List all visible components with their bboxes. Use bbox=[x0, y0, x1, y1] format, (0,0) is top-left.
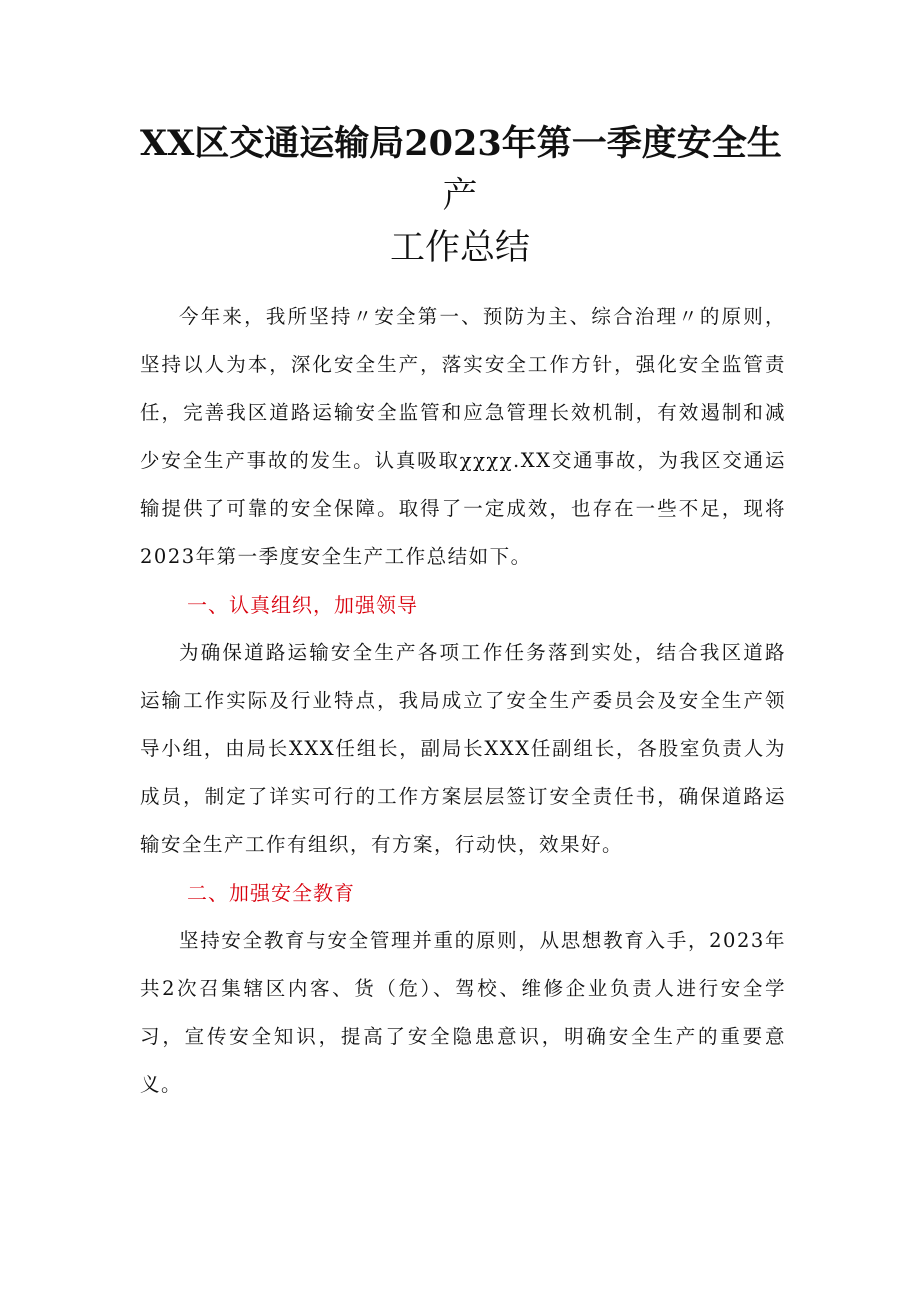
section-2-heading: 二、加强安全教育 bbox=[187, 881, 355, 905]
document-body bbox=[140, 293, 786, 1109]
title-line-1: XX区交通运输局2023年第一季度安全生 bbox=[140, 123, 782, 164]
section-2-paragraph: 坚持安全教育与安全管理并重的原则，从思想教育入手，2023年共2次召集辖区内客、货（危）、驾校、维修企业负责人进行安全学习，宣传安全知识，提高了安全隐患意识，明确安全生产的重要意义。 bbox=[140, 929, 786, 1096]
title-line-2: 产 bbox=[442, 176, 478, 216]
intro-paragraph: 今年来，我所坚持〃安全第一、预防为主、综合治理〃的原则，坚持以人为本，深化安全生产，落实安全工作方针，强化安全监管责任，完善我区道路运输安全监管和应急管理长效机制，有效遏制和减少安全生产事故的发生。认真吸取χχχχ.XX交通事故，为我区交通运输提供了可靠的安全保障。取得了一定成效，也存在一些不足，现将2023年第一季度安全生产工作总结如下。 bbox=[140, 305, 786, 568]
section-1-paragraph: 为确保道路运输安全生产各项工作任务落到实处，结合我区道路运输工作实际及行业特点，我局成立了安全生产委员会及安全生产领导小组，由局长XXX任组长，副局长XXX任副组长，各股室负责人为成员，制定了详实可行的工作方案层层签订安全责任书，确保道路运输安全生产工作有组织，有方案，行动快，效果好。 bbox=[140, 641, 786, 856]
section-1-heading: 一、认真组织，加强领导 bbox=[187, 593, 418, 617]
document-title bbox=[140, 118, 780, 274]
title-line-3: 工作总结 bbox=[389, 228, 530, 268]
